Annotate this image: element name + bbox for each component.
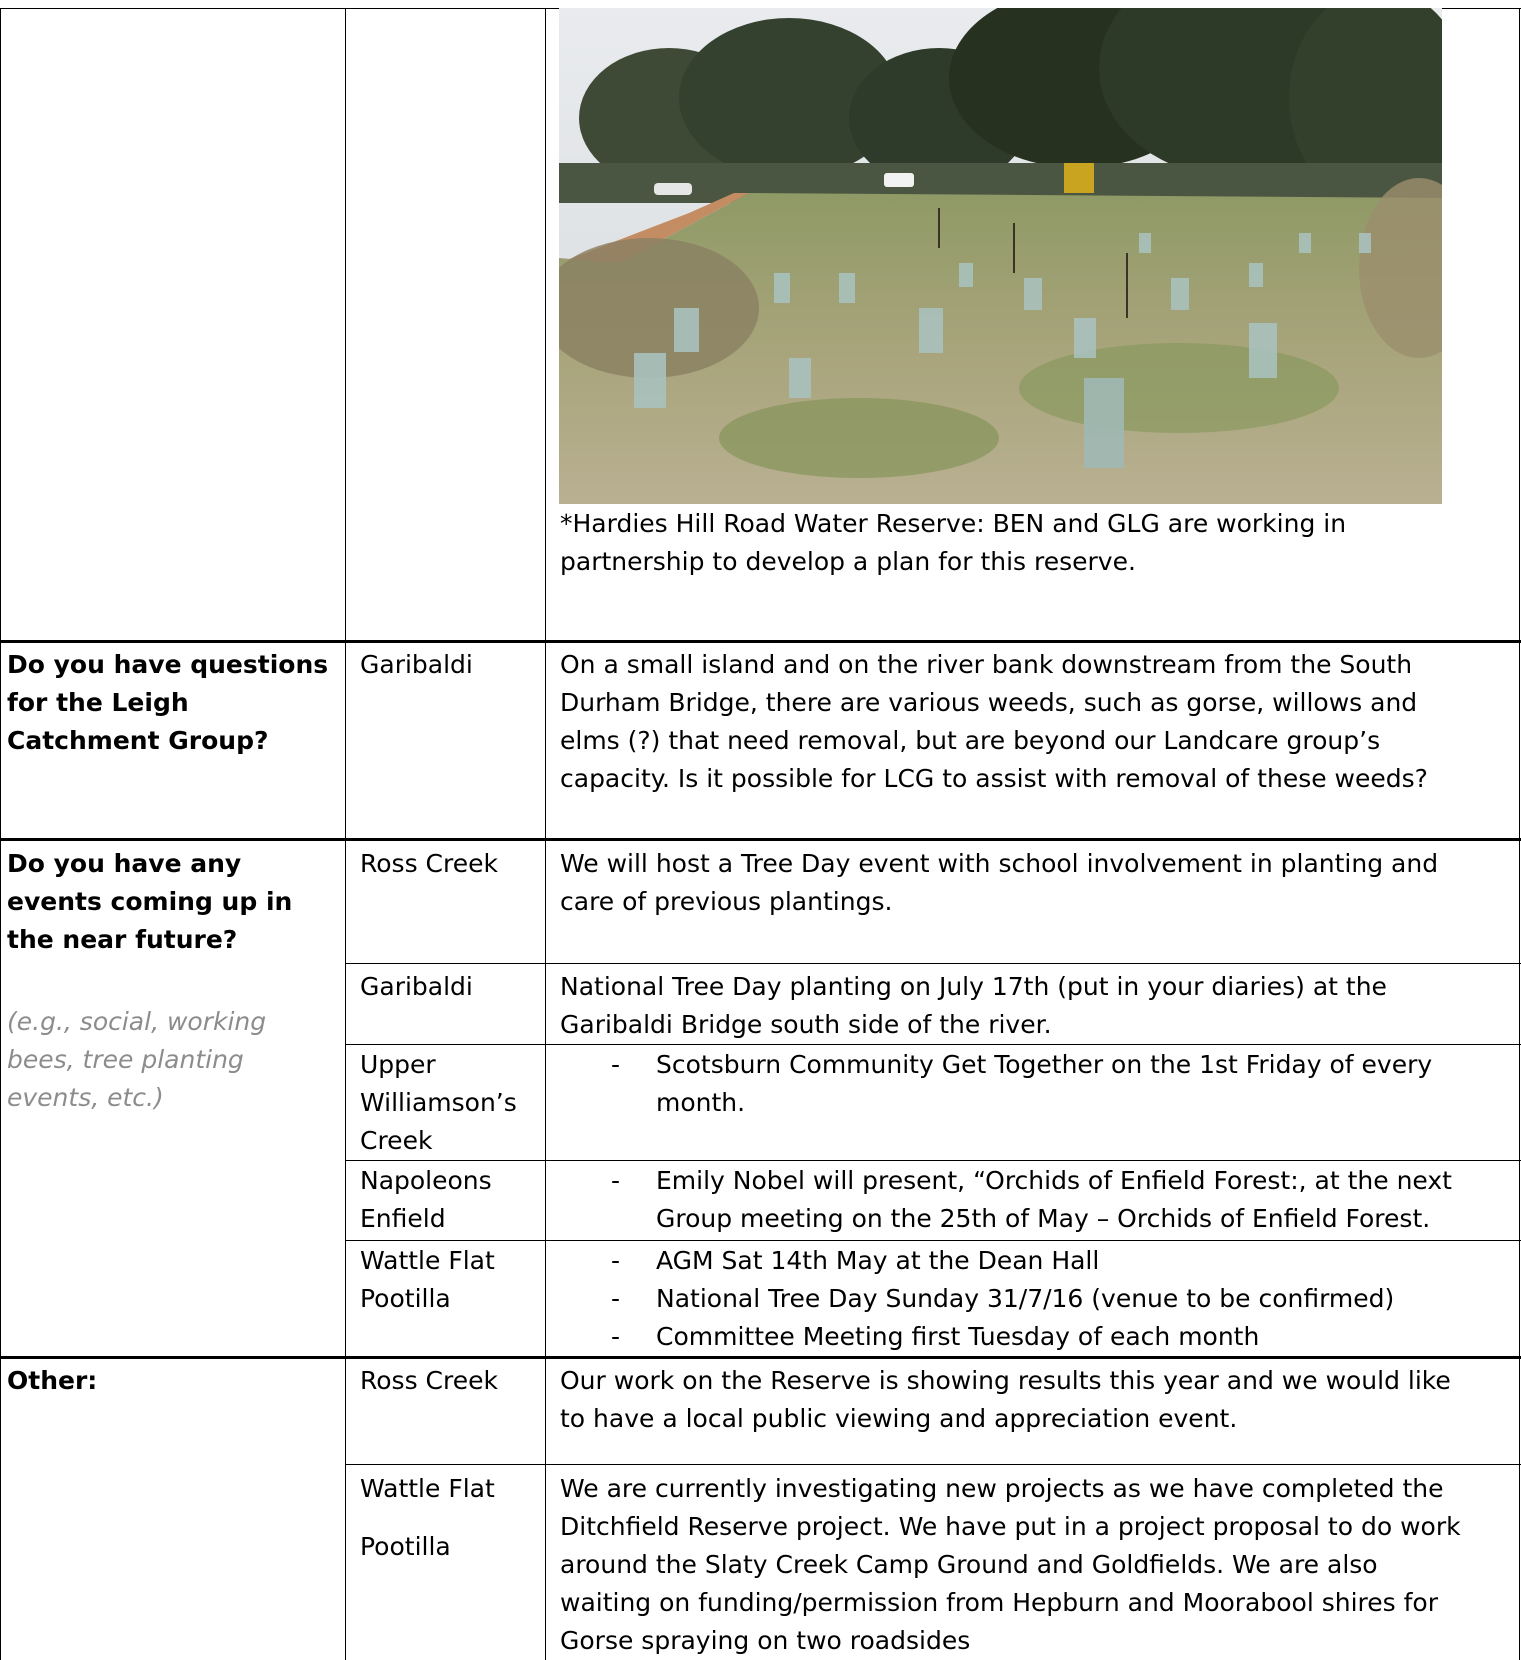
row-separator-events	[0, 1356, 1521, 1359]
questions-label-line-1: Do you have questions	[7, 650, 329, 679]
other-entry-2-text-line-4: waiting on funding/permission from Hepburn and Moorabool shires for	[560, 1588, 1439, 1617]
events-entry-5-bullet-mark-2: -	[611, 1284, 621, 1313]
questions-label-line-3: Catchment Group?	[7, 726, 269, 755]
events-label-line-3: the near future?	[7, 925, 238, 954]
questions-group: Garibaldi	[360, 650, 473, 679]
events-hint-line-3: events, etc.)	[7, 1083, 164, 1112]
other-sub-separator	[345, 1464, 1521, 1465]
events-hint-line-1: (e.g., social, working	[7, 1007, 267, 1036]
events-entry-4-bullet-line-1: Emily Nobel will present, “Orchids of Enfield Forest:, at the next	[656, 1166, 1452, 1195]
events-entry-1-text-line-2: care of previous plantings.	[560, 887, 893, 916]
events-entry-1-text-line-1: We will host a Tree Day event with school involvement in planting and	[560, 849, 1439, 878]
column-divider-1	[345, 8, 346, 1660]
events-entry-1-group: Ross Creek	[360, 849, 498, 878]
table-top-border-right	[1441, 8, 1521, 9]
other-entry-2-group-line-2: Pootilla	[360, 1532, 451, 1561]
questions-text-line-4: capacity. Is it possible for LCG to assist with removal of these weeds?	[560, 764, 1428, 793]
events-entry-5-bullet-3: Committee Meeting first Tuesday of each month	[656, 1322, 1260, 1351]
other-entry-2-text-line-5: Gorse spraying on two roadsides	[560, 1626, 971, 1655]
events-entry-2-text-line-2: Garibaldi Bridge south side of the river.	[560, 1010, 1052, 1039]
events-entry-3-group-line-3: Creek	[360, 1126, 433, 1155]
column-divider-2	[545, 8, 546, 1660]
events-entry-3-bullet-line-2: month.	[656, 1088, 746, 1117]
events-sub-separator-3	[345, 1160, 1521, 1161]
reserve-photo	[559, 8, 1442, 504]
other-entry-2-text-line-2: Ditchfield Reserve project. We have put in a project proposal to do work	[560, 1512, 1461, 1541]
table-top-border	[0, 8, 560, 9]
events-entry-4-group-line-2: Enfield	[360, 1204, 446, 1233]
other-entry-2-text-line-1: We are currently investigating new projects as we have completed the	[560, 1474, 1444, 1503]
reserve-photo-image	[559, 8, 1442, 504]
events-entry-4-group-line-1: Napoleons	[360, 1166, 492, 1195]
events-entry-2-group: Garibaldi	[360, 972, 473, 1001]
events-entry-5-group-line-1: Wattle Flat	[360, 1246, 495, 1275]
photo-caption-line-2: partnership to develop a plan for this reserve.	[560, 547, 1136, 576]
other-entry-2-text-line-3: around the Slaty Creek Camp Ground and Goldfields. We are also	[560, 1550, 1378, 1579]
events-entry-3-bullet-line-1: Scotsburn Community Get Together on the 1st Friday of every	[656, 1050, 1433, 1079]
row-separator-questions	[0, 838, 1521, 841]
other-entry-2-group-line-1: Wattle Flat	[360, 1474, 495, 1503]
table-left-border	[0, 8, 1, 1660]
events-sub-separator-1	[345, 963, 1521, 964]
events-hint-line-2: bees, tree planting	[7, 1045, 244, 1074]
events-entry-5-group-line-2: Pootilla	[360, 1284, 451, 1313]
table-right-border	[1519, 8, 1520, 1660]
questions-text-line-3: elms (?) that need removal, but are beyond our Landcare group’s	[560, 726, 1381, 755]
other-entry-1-group: Ross Creek	[360, 1366, 498, 1395]
events-entry-5-bullet-mark-1: -	[611, 1246, 621, 1275]
events-entry-2-text-line-1: National Tree Day planting on July 17th (put in your diaries) at the	[560, 972, 1387, 1001]
events-entry-3-group-line-1: Upper	[360, 1050, 436, 1079]
questions-text-line-2: Durham Bridge, there are various weeds, such as gorse, willows and	[560, 688, 1418, 717]
events-entry-5-bullet-2: National Tree Day Sunday 31/7/16 (venue to be confirmed)	[656, 1284, 1395, 1313]
other-entry-1-text-line-2: to have a local public viewing and appreciation event.	[560, 1404, 1238, 1433]
events-sub-separator-4	[345, 1240, 1521, 1241]
events-entry-4-bullet-mark: -	[611, 1166, 621, 1195]
events-label-line-2: events coming up in	[7, 887, 293, 916]
events-sub-separator-2	[345, 1044, 1521, 1045]
events-entry-3-bullet-mark: -	[611, 1050, 621, 1079]
events-entry-5-bullet-1: AGM Sat 14th May at the Dean Hall	[656, 1246, 1100, 1275]
questions-text-line-1: On a small island and on the river bank downstream from the South	[560, 650, 1413, 679]
events-entry-3-group-line-2: Williamson’s	[360, 1088, 517, 1117]
other-entry-1-text-line-1: Our work on the Reserve is showing results this year and we would like	[560, 1366, 1451, 1395]
questions-label-line-2: for the Leigh	[7, 688, 189, 717]
photo-caption-line-1: *Hardies Hill Road Water Reserve: BEN and GLG are working in	[560, 509, 1347, 538]
events-entry-5-bullet-mark-3: -	[611, 1322, 621, 1351]
events-label-line-1: Do you have any	[7, 849, 242, 878]
other-label: Other:	[7, 1366, 98, 1395]
row-separator-photo	[0, 640, 1521, 643]
events-entry-4-bullet-line-2: Group meeting on the 25th of May – Orchids of Enfield Forest.	[656, 1204, 1431, 1233]
